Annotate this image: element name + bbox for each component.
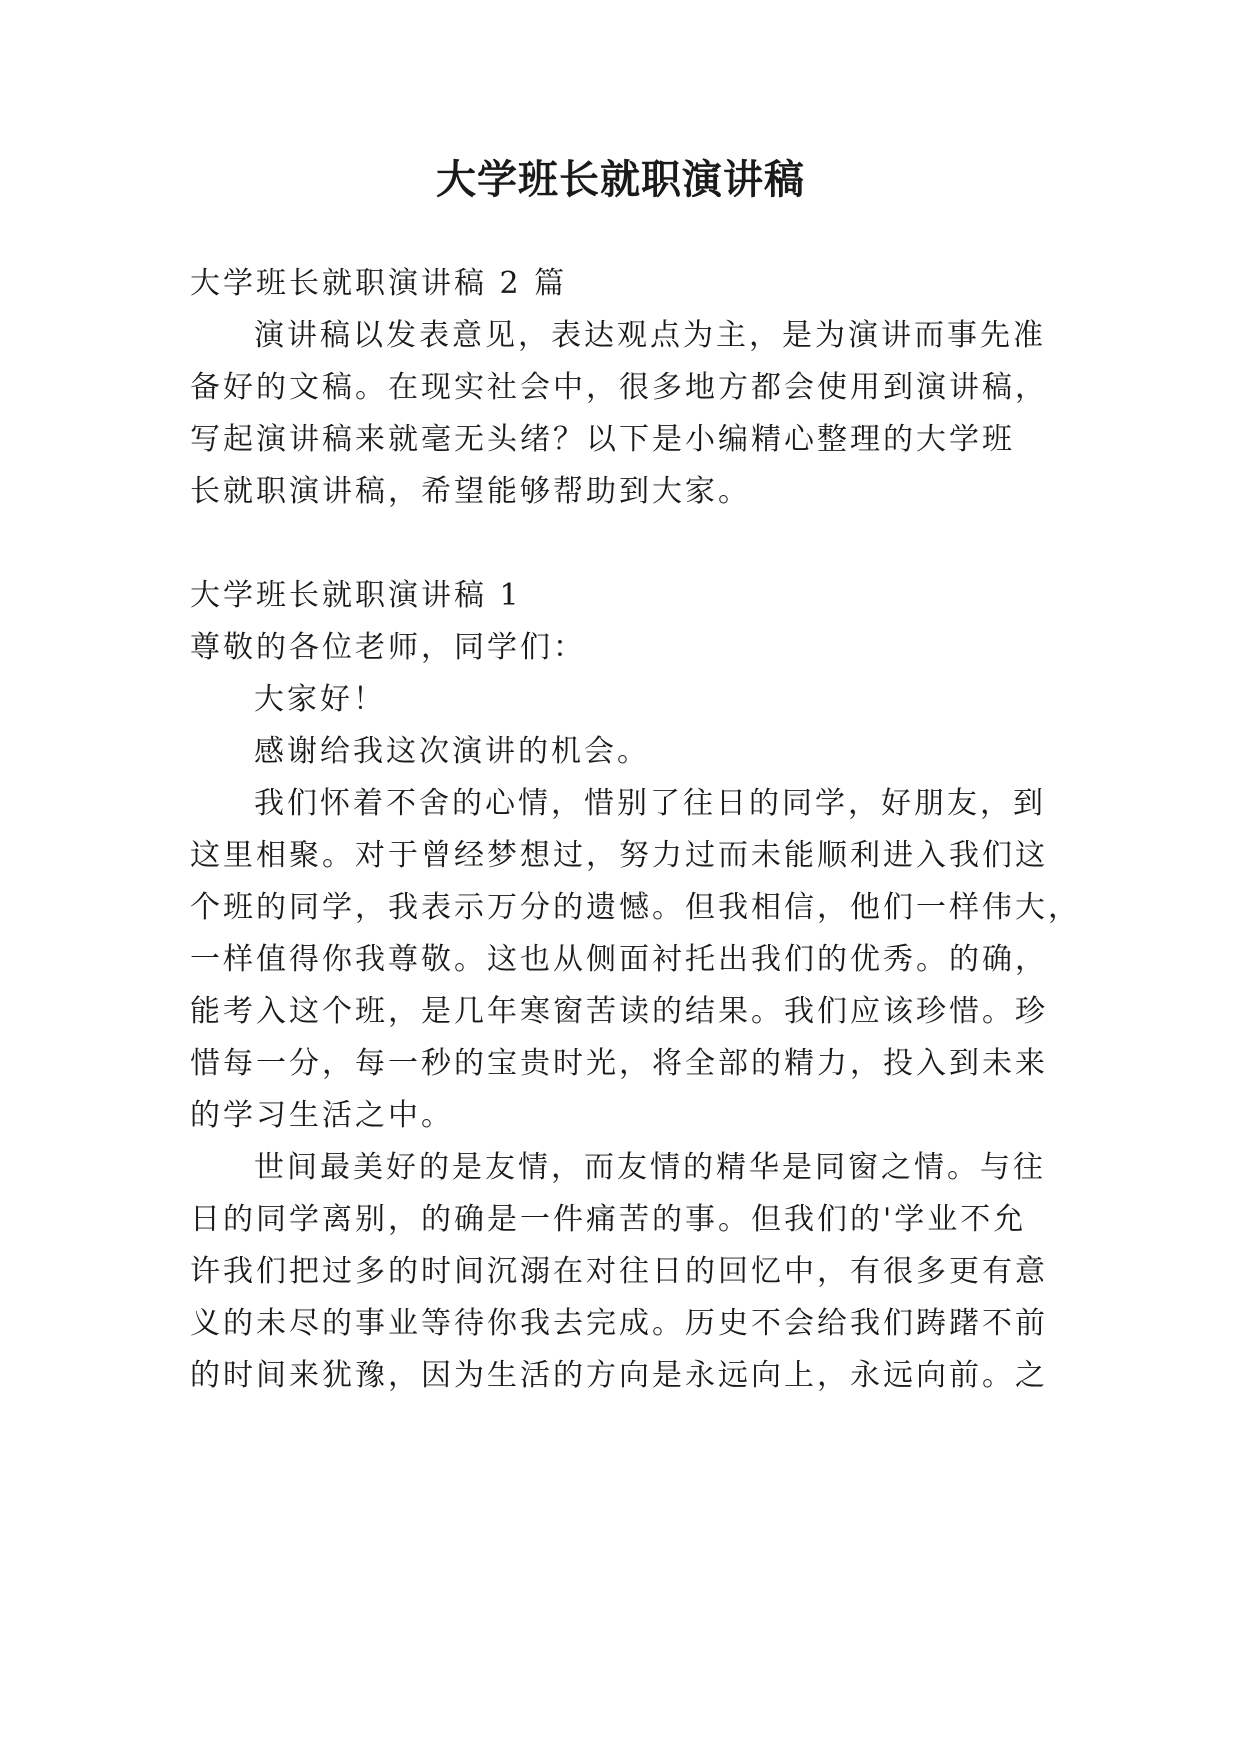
paragraph-line: 世间最美好的是友情，而友情的精华是同窗之情。与往 bbox=[254, 1150, 1046, 1185]
paragraph-line: 感谢给我这次演讲的机会。 bbox=[254, 734, 650, 769]
section-heading: 大学班长就职演讲稿 1 bbox=[190, 578, 522, 613]
paragraph-line: 备好的文稿。在现实社会中，很多地方都会使用到演讲稿， bbox=[190, 370, 1048, 405]
salutation-line: 尊敬的各位老师，同学们： bbox=[190, 630, 586, 665]
paragraph-line: 日的同学离别，的确是一件痛苦的事。但我们的'学业不允 bbox=[190, 1202, 1027, 1237]
paragraph-line: 这里相聚。对于曾经梦想过，努力过而未能顺利进入我们这 bbox=[190, 838, 1048, 873]
paragraph-line: 我们怀着不舍的心情，惜别了往日的同学，好朋友，到 bbox=[254, 786, 1046, 821]
document-title: 大学班长就职演讲稿 bbox=[436, 156, 805, 203]
paragraph-line: 许我们把过多的时间沉溺在对往日的回忆中，有很多更有意 bbox=[190, 1254, 1048, 1289]
paragraph-line: 的时间来犹豫，因为生活的方向是永远向上，永远向前。之 bbox=[190, 1358, 1048, 1393]
paragraph-line: 长就职演讲稿，希望能够帮助到大家。 bbox=[190, 474, 751, 509]
paragraph-line: 的学习生活之中。 bbox=[190, 1098, 454, 1133]
paragraph-line: 义的未尽的事业等待你我去完成。历史不会给我们踌躇不前 bbox=[190, 1306, 1048, 1341]
greeting-line: 大家好！ bbox=[254, 682, 386, 717]
paragraph-line: 一样值得你我尊敬。这也从侧面衬托出我们的优秀。的确， bbox=[190, 942, 1048, 977]
paragraph-line: 个班的同学，我表示万分的遗憾。但我相信，他们一样伟大， bbox=[190, 890, 1081, 925]
paragraph-line: 能考入这个班，是几年寒窗苦读的结果。我们应该珍惜。珍 bbox=[190, 994, 1048, 1029]
subtitle-line: 大学班长就职演讲稿 2 篇 bbox=[190, 266, 568, 301]
paragraph-line: 演讲稿以发表意见，表达观点为主，是为演讲而事先准 bbox=[254, 318, 1046, 353]
paragraph-line: 写起演讲稿来就毫无头绪？以下是小编精心整理的大学班 bbox=[190, 422, 1015, 457]
paragraph-line: 惜每一分，每一秒的宝贵时光，将全部的精力，投入到未来 bbox=[190, 1046, 1048, 1081]
